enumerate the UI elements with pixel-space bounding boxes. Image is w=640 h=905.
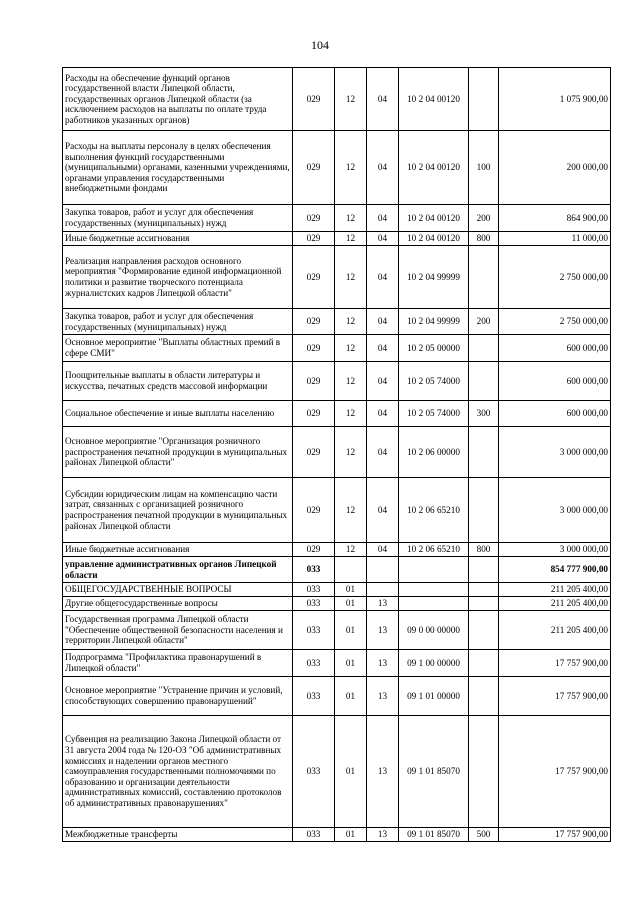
table-row xyxy=(63,246,611,309)
row-rz-code: 01 xyxy=(335,597,367,611)
row-sum: 11 000,00 xyxy=(499,232,611,246)
row-sum: 211 205 400,00 xyxy=(499,597,611,611)
row-rz-code: 01 xyxy=(335,828,367,842)
row-pr-code: 13 xyxy=(367,611,399,650)
row-csr-code: 10 2 06 00000 xyxy=(399,427,469,478)
row-name: Другие общегосударственные вопросы xyxy=(63,597,293,611)
row-name: Социальное обеспечение и иные выплаты населению xyxy=(63,401,293,427)
row-sum: 3 000 000,00 xyxy=(499,427,611,478)
row-name: Межбюджетные трансферты xyxy=(63,828,293,842)
row-rz-code: 12 xyxy=(335,543,367,557)
row-sum: 864 900,00 xyxy=(499,205,611,232)
row-rz-code: 12 xyxy=(335,362,367,401)
row-gr-code: 029 xyxy=(293,543,335,557)
row-vr-code xyxy=(469,478,499,543)
row-pr-code: 13 xyxy=(367,677,399,716)
row-csr-code: 10 2 06 65210 xyxy=(399,543,469,557)
row-gr-code: 029 xyxy=(293,401,335,427)
row-vr-code xyxy=(469,246,499,309)
row-gr-code: 033 xyxy=(293,716,335,828)
row-vr-code xyxy=(469,611,499,650)
row-pr-code: 04 xyxy=(367,131,399,205)
row-csr-code: 09 1 00 00000 xyxy=(399,650,469,677)
row-csr-code: 09 0 00 00000 xyxy=(399,611,469,650)
row-gr-code: 029 xyxy=(293,309,335,335)
row-gr-code: 029 xyxy=(293,335,335,362)
row-sum: 2 750 000,00 xyxy=(499,246,611,309)
row-pr-code: 04 xyxy=(367,401,399,427)
table-row xyxy=(63,557,611,583)
row-pr-code: 04 xyxy=(367,205,399,232)
table-row xyxy=(63,583,611,597)
row-csr-code: 10 2 04 99999 xyxy=(399,246,469,309)
table-row xyxy=(63,611,611,650)
row-gr-code: 029 xyxy=(293,205,335,232)
table-row xyxy=(63,232,611,246)
table-row xyxy=(63,68,611,131)
row-pr-code: 13 xyxy=(367,828,399,842)
row-rz-code: 01 xyxy=(335,716,367,828)
row-vr-code xyxy=(469,557,499,583)
row-sum: 17 757 900,00 xyxy=(499,650,611,677)
row-name: Основное мероприятие "Выплаты областных премий в сфере СМИ" xyxy=(63,335,293,362)
row-pr-code xyxy=(367,583,399,597)
row-gr-code: 029 xyxy=(293,246,335,309)
row-name: Иные бюджетные ассигнования xyxy=(63,543,293,557)
row-name: Закупка товаров, работ и услуг для обеспечения государственных (муниципальных) нужд xyxy=(63,309,293,335)
budget-table xyxy=(62,67,611,842)
table-row xyxy=(63,131,611,205)
row-name: Закупка товаров, работ и услуг для обеспечения государственных (муниципальных) нужд xyxy=(63,205,293,232)
row-rz-code: 01 xyxy=(335,677,367,716)
row-sum: 2 750 000,00 xyxy=(499,309,611,335)
row-name: Расходы на обеспечение функций органов государственной власти Липецкой области, государственных органов Липецкой области (за исключением расходов на выплаты по оплате труда работников указанных органов) xyxy=(63,68,293,131)
row-pr-code: 04 xyxy=(367,246,399,309)
row-vr-code xyxy=(469,597,499,611)
row-gr-code: 033 xyxy=(293,677,335,716)
row-vr-code xyxy=(469,583,499,597)
row-csr-code xyxy=(399,583,469,597)
row-name: Основное мероприятие "Организация розничного распространения печатной продукции в муниципальных районах Липецкой области" xyxy=(63,427,293,478)
row-name: Государственная программа Липецкой области "Обеспечение общественной безопасности населения и территории Липецкой области" xyxy=(63,611,293,650)
row-sum: 854 777 900,00 xyxy=(499,557,611,583)
budget-table-body xyxy=(63,68,611,842)
row-rz-code: 12 xyxy=(335,205,367,232)
row-csr-code xyxy=(399,557,469,583)
row-name: Реализация направления расходов основного мероприятия "Формирование единой информационной политики и развитие творческого потенциала журналистских кадров Липецкой области" xyxy=(63,246,293,309)
row-gr-code: 033 xyxy=(293,583,335,597)
row-rz-code: 12 xyxy=(335,131,367,205)
row-pr-code xyxy=(367,557,399,583)
table-row xyxy=(63,335,611,362)
row-rz-code: 12 xyxy=(335,246,367,309)
row-vr-code xyxy=(469,650,499,677)
row-name: управление административных органов Липецкой области xyxy=(63,557,293,583)
row-vr-code xyxy=(469,362,499,401)
row-vr-code: 100 xyxy=(469,131,499,205)
table-row xyxy=(63,677,611,716)
row-name: Иные бюджетные ассигнования xyxy=(63,232,293,246)
row-csr-code: 10 2 04 00120 xyxy=(399,232,469,246)
row-pr-code: 04 xyxy=(367,68,399,131)
row-csr-code: 10 2 05 74000 xyxy=(399,401,469,427)
row-name: Субсидии юридическим лицам на компенсацию части затрат, связанных с организацией розничного распространения печатной продукции в муниципальных районах Липецкой области xyxy=(63,478,293,543)
row-csr-code: 10 2 05 74000 xyxy=(399,362,469,401)
row-pr-code: 04 xyxy=(367,543,399,557)
row-gr-code: 033 xyxy=(293,597,335,611)
table-row xyxy=(63,543,611,557)
row-rz-code: 01 xyxy=(335,611,367,650)
row-pr-code: 04 xyxy=(367,478,399,543)
row-vr-code: 800 xyxy=(469,543,499,557)
row-name: Расходы на выплаты персоналу в целях обеспечения выполнения функций государственными (муниципальными) органами, казенными учреждениями, органами управления государственными внебюджетными фондами xyxy=(63,131,293,205)
row-sum: 17 757 900,00 xyxy=(499,677,611,716)
row-rz-code: 01 xyxy=(335,650,367,677)
row-name: Подпрограмма "Профилактика правонарушений в Липецкой области" xyxy=(63,650,293,677)
row-sum: 600 000,00 xyxy=(499,335,611,362)
row-gr-code: 033 xyxy=(293,611,335,650)
table-row xyxy=(63,478,611,543)
row-csr-code: 10 2 04 99999 xyxy=(399,309,469,335)
table-row xyxy=(63,427,611,478)
row-vr-code: 500 xyxy=(469,828,499,842)
row-vr-code xyxy=(469,677,499,716)
row-csr-code: 10 2 04 00120 xyxy=(399,68,469,131)
row-sum: 211 205 400,00 xyxy=(499,611,611,650)
row-sum: 200 000,00 xyxy=(499,131,611,205)
row-rz-code: 12 xyxy=(335,427,367,478)
row-rz-code: 12 xyxy=(335,232,367,246)
table-row xyxy=(63,309,611,335)
row-vr-code xyxy=(469,335,499,362)
row-name: Основное мероприятие "Устранение причин и условий, способствующих совершению правонарушений" xyxy=(63,677,293,716)
row-sum: 3 000 000,00 xyxy=(499,543,611,557)
row-sum: 1 075 900,00 xyxy=(499,68,611,131)
row-pr-code: 04 xyxy=(367,427,399,478)
row-sum: 17 757 900,00 xyxy=(499,716,611,828)
row-csr-code: 09 1 01 00000 xyxy=(399,677,469,716)
row-sum: 211 205 400,00 xyxy=(499,583,611,597)
table-row xyxy=(63,716,611,828)
row-rz-code xyxy=(335,557,367,583)
row-pr-code: 13 xyxy=(367,650,399,677)
row-pr-code: 04 xyxy=(367,335,399,362)
table-row xyxy=(63,401,611,427)
row-vr-code: 300 xyxy=(469,401,499,427)
row-csr-code xyxy=(399,597,469,611)
row-vr-code xyxy=(469,68,499,131)
row-sum: 3 000 000,00 xyxy=(499,478,611,543)
row-rz-code: 12 xyxy=(335,335,367,362)
row-sum: 600 000,00 xyxy=(499,401,611,427)
table-row xyxy=(63,828,611,842)
row-gr-code: 033 xyxy=(293,828,335,842)
row-pr-code: 04 xyxy=(367,362,399,401)
row-rz-code: 12 xyxy=(335,401,367,427)
row-csr-code: 09 1 01 85070 xyxy=(399,716,469,828)
row-gr-code: 029 xyxy=(293,68,335,131)
row-vr-code xyxy=(469,716,499,828)
page-number: 104 xyxy=(311,38,329,52)
row-gr-code: 029 xyxy=(293,427,335,478)
row-name: Субвенция на реализацию Закона Липецкой области от 31 августа 2004 года № 120-ОЗ "Об административных комиссиях и наделении органов местного самоуправления государственными полномочиями по образованию и организации деятельности административных комиссий, составлению протоколов об административных правонарушениях" xyxy=(63,716,293,828)
row-rz-code: 12 xyxy=(335,478,367,543)
row-gr-code: 033 xyxy=(293,557,335,583)
row-vr-code: 200 xyxy=(469,205,499,232)
row-pr-code: 13 xyxy=(367,716,399,828)
row-csr-code: 09 1 01 85070 xyxy=(399,828,469,842)
row-rz-code: 12 xyxy=(335,68,367,131)
row-vr-code: 800 xyxy=(469,232,499,246)
row-name: ОБЩЕГОСУДАРСТВЕННЫЕ ВОПРОСЫ xyxy=(63,583,293,597)
row-pr-code: 04 xyxy=(367,232,399,246)
row-csr-code: 10 2 04 00120 xyxy=(399,131,469,205)
row-gr-code: 029 xyxy=(293,131,335,205)
row-gr-code: 029 xyxy=(293,232,335,246)
row-pr-code: 13 xyxy=(367,597,399,611)
row-vr-code xyxy=(469,427,499,478)
row-gr-code: 029 xyxy=(293,362,335,401)
row-sum: 17 757 900,00 xyxy=(499,828,611,842)
row-csr-code: 10 2 04 00120 xyxy=(399,205,469,232)
row-vr-code: 200 xyxy=(469,309,499,335)
row-name: Поощрительные выплаты в области литературы и искусства, печатных средств массовой информации xyxy=(63,362,293,401)
row-gr-code: 033 xyxy=(293,650,335,677)
table-row xyxy=(63,597,611,611)
row-rz-code: 01 xyxy=(335,583,367,597)
row-csr-code: 10 2 05 00000 xyxy=(399,335,469,362)
row-pr-code: 04 xyxy=(367,309,399,335)
row-gr-code: 029 xyxy=(293,478,335,543)
table-row xyxy=(63,362,611,401)
table-row xyxy=(63,205,611,232)
table-row xyxy=(63,650,611,677)
row-sum: 600 000,00 xyxy=(499,362,611,401)
row-csr-code: 10 2 06 65210 xyxy=(399,478,469,543)
row-rz-code: 12 xyxy=(335,309,367,335)
